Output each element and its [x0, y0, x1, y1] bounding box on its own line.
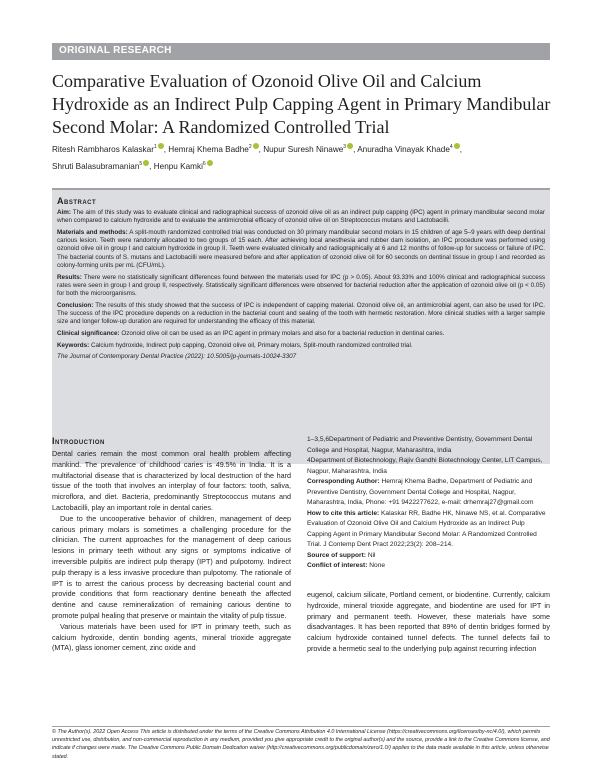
results-text: There were no statistically significant differences found between the materials used for IPC (p > 0.05). About 93.33% and 100% clinical and radiographical success rates were seen in group I and group II, respectively. Statistically significant differences were observed for bacterial reduction after the application of ozonoid olive oil (p < 0.05) for both the microorganisms. [57, 273, 545, 298]
orcid-icon[interactable] [207, 160, 213, 166]
keywords-label: Keywords: [57, 341, 90, 349]
significance-text: Ozonoid olive oil can be used as an IPC agent in primary molars and also for a bacterial reduction in dentinal caries. [121, 330, 445, 338]
significance-label: Clinical significance: [57, 330, 120, 338]
article-type-banner [52, 43, 550, 60]
license-footer: © The Author(s). 2022 Open Access This article is distributed under the terms of the Creative Commons Attribution 4.0 International License (https://creativecommons.org/licenses/by-nc/4.0/), which permits unrestricted use, distribution, and non-commercial reproduction in any medium, provided you give appropriate credit to the original author(s) and the source, provide a link to the Creative Commons license, and indicate if changes were made. The Creative Commons Public Domain Dedication waiver (http://creativecommons.org/publicdomain/zero/1.0/) applies to the data made available in this article, unless otherwise stated. [52, 729, 550, 760]
abstract-heading: Abstract [57, 196, 97, 206]
abstract-significance [57, 330, 545, 338]
author-affiliation-marker: 2 [248, 144, 252, 150]
article-title: Comparative Evaluation of Ozonoid Olive Oil and Calcium Hydroxide as an Indirect Pulp Capping Agent in Primary Mandibular Second Molar: A Randomized Controlled Trial [52, 71, 551, 137]
journal-citation-text: The Journal of Contemporary Dental Practice (2022): 10.5005/jp-journals-10024-3307 [57, 353, 297, 361]
author-name[interactable]: Henpu Kamki [153, 162, 203, 171]
source-of-support [307, 551, 550, 562]
author-affiliation-marker: 5 [139, 161, 143, 167]
author-name[interactable]: Ritesh Rambharos Kalaskar [52, 145, 154, 154]
abstract-conclusion [57, 302, 545, 327]
intro-paragraph-3: Various materials have been used for IPT in primary teeth, such as calcium hydroxide, dentin bonding agents, mineral trioxide aggregate (MTA), glass ionomer cement, zinc oxide and [52, 621, 291, 653]
author-affiliation-marker: 4 [449, 144, 453, 150]
orcid-icon[interactable] [253, 143, 259, 149]
methods-label: Materials and methods: [57, 228, 128, 236]
support-label: Source of support: [307, 551, 366, 559]
support-text: Nil [367, 551, 376, 559]
right-column-text [307, 590, 550, 655]
journal-citation [57, 353, 545, 361]
keywords-text: Calcium hydroxide, Indirect pulp capping, Ozonoid olive oil, Primary molars, Split-mouth randomized controlled trial. [90, 341, 413, 349]
conflict-of-interest [307, 561, 550, 572]
abstract-methods [57, 229, 545, 270]
conflict-text: None [369, 562, 386, 569]
affiliations-block [307, 435, 550, 572]
corresponding-label: Corresponding Author: [307, 478, 380, 485]
affiliation-1: 1–3,5,6Department of Pediatric and Preventive Dentistry, Government Dental College and Hospital, Nagpur, Maharashtra, India [307, 436, 533, 454]
article-type-label: ORIGINAL RESEARCH [59, 45, 172, 56]
author-affiliation-marker: 1 [153, 144, 157, 150]
cite-text: Kalaskar RR, Badhe HK, Ninawe NS, et al. Comparative Evaluation of Ozonoid Olive Oil and Calcium Hydroxide as an Indirect Pulp Capping Agent in Primary Mandibular Second Molar: A Randomized Controlled Trial. J Contemp Dent Pract 2022;23(2): 208–214. [307, 509, 546, 548]
orcid-icon[interactable] [158, 143, 164, 149]
orcid-icon[interactable] [143, 160, 149, 166]
methods-text: A split-mouth randomized controlled trial was conducted on 30 primary mandibular second molars in 15 children of age 5–9 years with deep dentinal carious lesion. Teeth were randomly allocated to two groups of 15 each. After achieving local anesthesia and rubber dam isolation, an IPC procedure was performed using ozonoid olive oil in group I and calcium hydroxide in group II. Teeth were evaluated clinically and radiographically at 6 and 12 months of follow-up for success or failure of IPC. The bacterial counts of S. mutans and Lactobacilli were measured before and after application of ozonoid olive oil for 60 seconds on dentinal tissue in group I and recorded as colony-forming units per mL (CFU/mL). [57, 228, 545, 270]
author-name[interactable]: Hemraj Khema Badhe [168, 145, 249, 154]
introduction-heading: Introduction [52, 436, 105, 446]
left-column [52, 449, 291, 654]
author-name[interactable]: Anuradha Vinayak Khade [357, 145, 450, 154]
intro-paragraph-2: Due to the uncooperative behavior of children, management of deep carious primary molars is sometimes a challenging procedure for the clinician. The current approaches for the management of deep carious lesions in primary teeth without any signs or symptoms indicative of irreversible pulpitis are indirect pulp therapy (IPT) and pulpotomy. Indirect pulp therapy is a less invasive procedure than pulpotomy. The rationale of IPT is to arrest the carious process by decreasing bacterial count and provide conditions that form reactionary dentine beneath the affected dentine and cause remineralization of remaining carious dentine to promote pulpal healing that preserve or maintain the vitality of pulp tissue. [52, 513, 291, 620]
abstract-box [52, 188, 550, 464]
footer-divider [52, 726, 550, 727]
affiliation-2: 4Department of Biotechnology, Rajiv Gandhi Biotechnology Center, LIT Campus, Nagpur, Maharashtra, India [307, 457, 543, 475]
aim-text: The aim of this study was to evaluate clinical and radiographical success of ozonoid olive oil as an indirect pulp capping (IPC) agent in primary mandibular second molar when compared to calcium hydroxide and to evaluate the antimicrobial efficacy of ozonoid olive oil on Streptococcus mutans and Lactobacilli. [57, 209, 545, 225]
author-affiliation-marker: 6 [202, 161, 206, 167]
orcid-icon[interactable] [454, 143, 460, 149]
intro-paragraph-1: Dental caries remain the most common oral health problem affecting mankind. The prevalence of childhood caries is 49.5% in India. It is a multifactorial disease that is characterized by local destruction of the hard tissue of the tooth that involves an interplay of four factors: tooth, saliva, microflora, and diet. Bacteria, predominantly Streptococcus mutans and Lactobacilli, play an important role in dental caries. [52, 449, 291, 512]
conclusion-text: The results of this study showed that the success of IPC is independent of capping material. Ozonoid olive oil, an antimicrobial agent, can also be used for IPC. The success of the IPC procedure depends on a reduction in the bacterial count and sealing of the tooth with hermetic restoration. More clinical studies with a larger sample size and longer follow-up duration are required for understanding the efficacy of this material. [57, 301, 545, 326]
conclusion-label: Conclusion: [57, 301, 94, 309]
abstract-results [57, 274, 545, 299]
corresponding-author [307, 477, 550, 509]
abstract-keywords [57, 342, 545, 350]
abstract-aim [57, 209, 545, 226]
author-name[interactable]: Nupur Suresh Ninawe [263, 145, 344, 154]
author-list: Ritesh Rambharos Kalaskar$^1$ , Hemraj Khema Badhe$^2$ , Nupur Suresh Ninawe$^3$ , Anuradha Vinayak Khade$^4$ , Shruti Balasubramanian$^5$ , Henpu Kamki$^6$ [52, 144, 462, 171]
how-to-cite [307, 509, 550, 551]
author-name[interactable]: Shruti Balasubramanian [52, 162, 140, 171]
conflict-label: Conflict of interest: [307, 562, 368, 569]
orcid-icon[interactable] [347, 143, 353, 149]
cite-label: How to cite this article: [307, 509, 380, 517]
aim-label: Aim: [57, 209, 71, 216]
results-label: Results: [57, 273, 82, 281]
corresponding-text: Hemraj Khema Badhe, Department of Pediatric and Preventive Dentistry, Government Dental College and Hospital, Nagpur, Maharashtra, India, Phone: +91 9422277622, e-mail: drhemraj27@gmail.com [307, 478, 534, 506]
right-paragraph-1: eugenol, calcium silicate, Portland cement, or biodentine. Currently, calcium hydroxide, mineral trioxide aggregate, and biodentine are used for IPT in primary and permanent teeth. However, these materials have some disadvantages. It has been reported that 89% of dentin bridges formed by calcium hydroxide contained tunnel defects. The tunnel defects fail to provide a hermetic seal to the underlying pulp against recurring infection [307, 590, 550, 653]
author-affiliation-marker: 3 [343, 144, 347, 150]
